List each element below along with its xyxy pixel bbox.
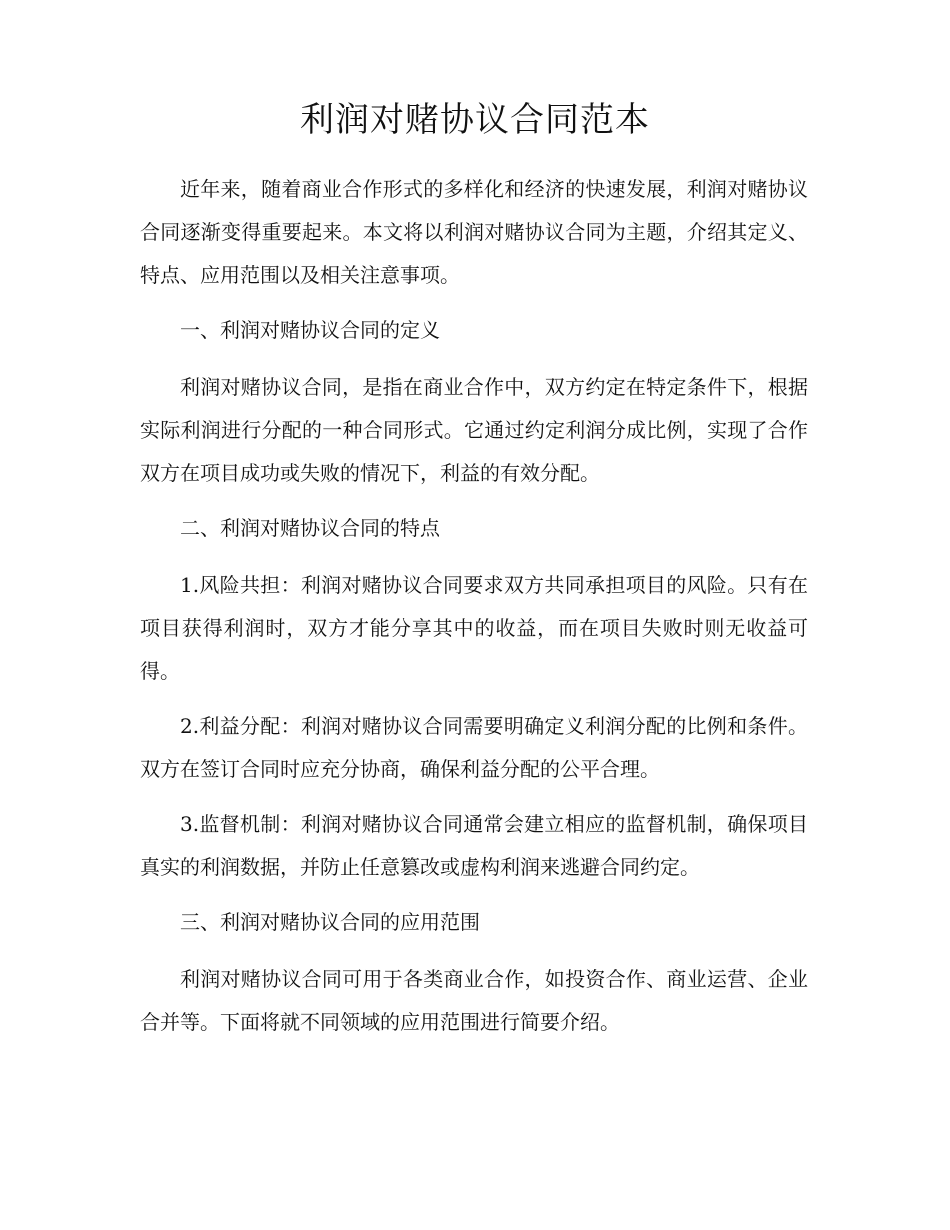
section-heading-features: 二、利润对赌协议合同的特点 (180, 516, 440, 540)
document-body (140, 168, 808, 1056)
intro-paragraph: 近年来，随着商业合作形式的多样化和经济的快速发展，利润对赌协议合同逐渐变得重要起来。本文将以利润对赌协议合同为主题，介绍其定义、特点、应用范围以及相关注意事项。 (140, 177, 808, 287)
document-title: 利润对赌协议合同范本 (300, 100, 650, 140)
scope-paragraph: 利润对赌协议合同可用于各类商业合作，如投资合作、商业运营、企业合并等。下面将就不同领域的应用范围进行简要介绍。 (140, 967, 808, 1034)
feature-risk-sharing: 1.风险共担：利润对赌协议合同要求双方共同承担项目的风险。只有在项目获得利润时，双方才能分享其中的收益，而在项目失败时则无收益可得。 (140, 573, 808, 683)
feature-supervision: 3.监督机制：利润对赌协议合同通常会建立相应的监督机制，确保项目真实的利润数据，并防止任意篡改或虚构利润来逃避合同约定。 (140, 812, 808, 879)
feature-profit-distribution: 2.利益分配：利润对赌协议合同需要明确定义利润分配的比例和条件。双方在签订合同时应充分协商，确保利益分配的公平合理。 (140, 714, 808, 781)
section-heading-definition: 一、利润对赌协议合同的定义 (180, 318, 440, 342)
definition-paragraph: 利润对赌协议合同，是指在商业合作中，双方约定在特定条件下，根据实际利润进行分配的一种合同形式。它通过约定利润分成比例，实现了合作双方在项目成功或失败的情况下，利益的有效分配。 (140, 375, 808, 485)
section-heading-scope: 三、利润对赌协议合同的应用范围 (180, 910, 480, 934)
